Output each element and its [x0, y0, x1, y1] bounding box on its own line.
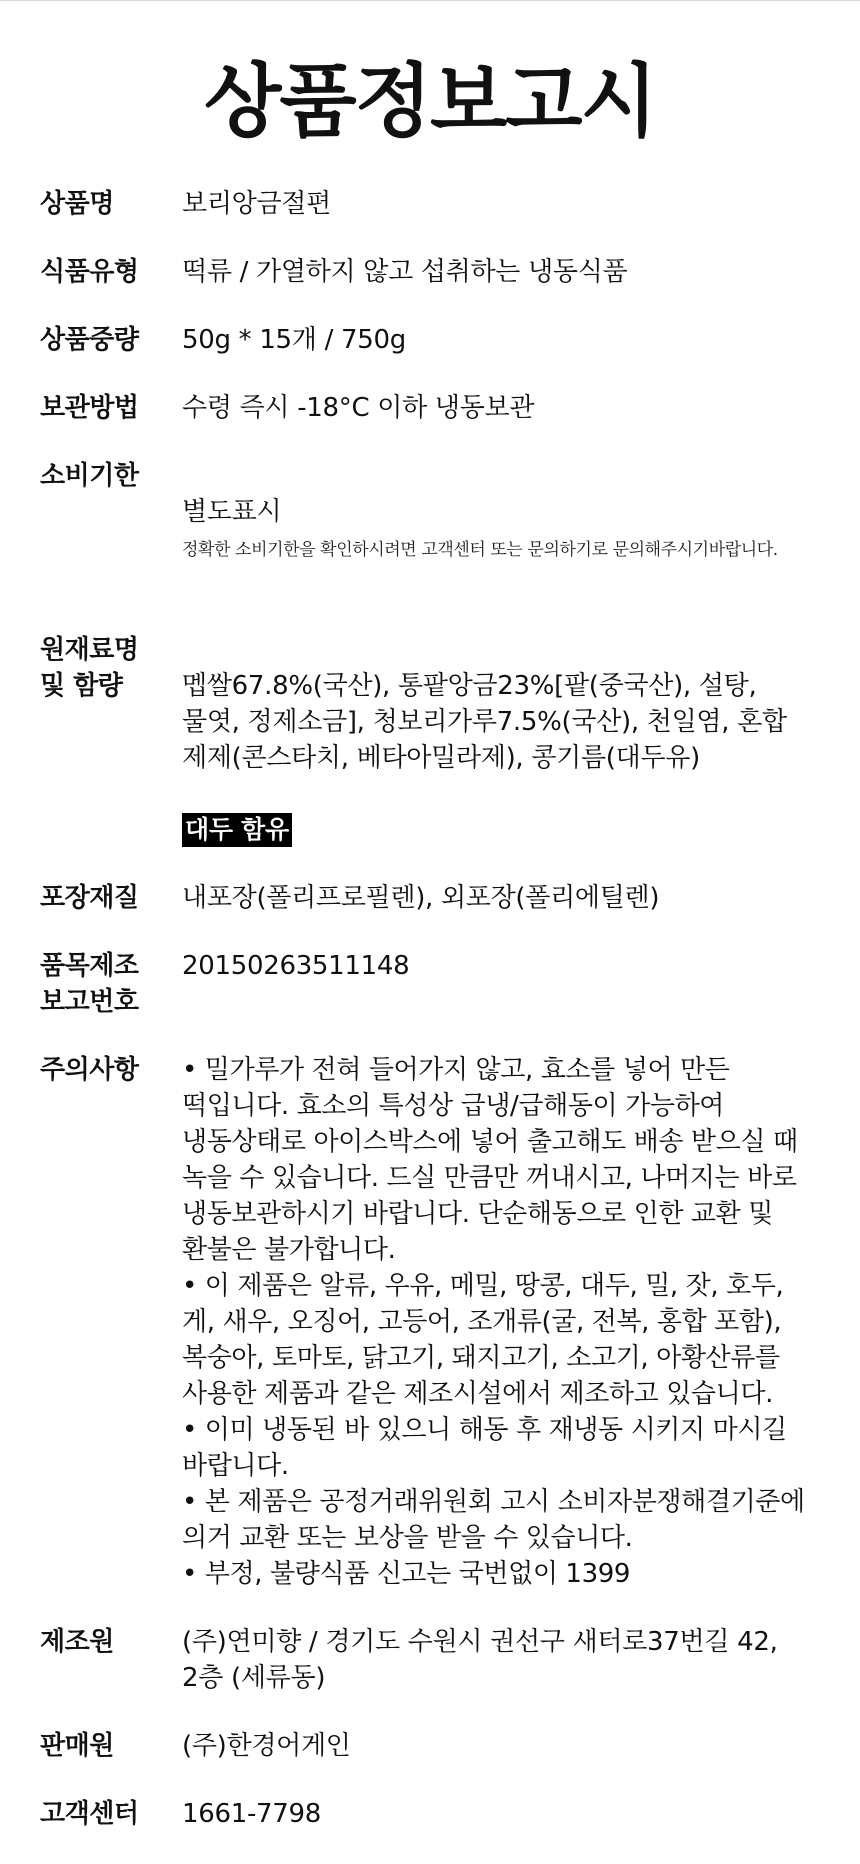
row-label: 소비기한	[40, 461, 139, 491]
row-ingredients	[40, 632, 840, 848]
row-value-container	[182, 458, 840, 600]
row-manufacturer	[40, 1624, 840, 1696]
allergen-badge: 대두 함유	[182, 813, 292, 847]
row-label: 고객센터	[40, 1799, 139, 1829]
row-label: 주의사항	[40, 1055, 139, 1085]
product-info-table	[40, 186, 840, 1864]
row-report-number	[40, 948, 840, 1020]
row-storage	[40, 390, 840, 426]
row-label: 원재료명 및 함량	[40, 635, 139, 701]
top-divider	[0, 0, 860, 1]
row-label: 식품유형	[40, 257, 139, 287]
row-label: 상품명	[40, 189, 114, 219]
row-weight	[40, 322, 840, 358]
row-label: 보관방법	[40, 393, 139, 423]
row-value: 50g * 15개 / 750g	[182, 325, 406, 355]
row-caution	[40, 1052, 840, 1592]
row-label: 제조원	[40, 1627, 114, 1657]
row-value: • 밀가루가 전혀 들어가지 않고, 효소를 넣어 만든 떡입니다. 효소의 특성상 급냉/급해동이 가능하여 냉동상태로 아이스박스에 넣어 출고해도 배송 받으실 때 녹을 수 있습니다. 드실 만큼만 꺼내시고, 나머지는 바로 냉동보관하시기 바랍니다. 단순해동으로 인한 교환 및 환불은 불가합니다. • 이 제품은 알류, 우유, 메밀, 땅콩, 대두, 밀, 잣, 호두, 게, 새우, 오징어, 고등어, 조개류(굴, 전복, 홍합 포함), 복숭아, 토마토, 닭고기, 돼지고기, 소고기, 아황산류를 사용한 제품과 같은 제조시설에서 제조하고 있습니다. • 이미 냉동된 바 있으니 해동 후 재냉동 시키지 마시길 바랍니다. • 본 제품은 공정거래위원회 고시 소비자분쟁해결기준에 의거 교환 또는 보상을 받을 수 있습니다. • 부정, 불량식품 신고는 국번없이 1399	[182, 1055, 805, 1589]
row-value: (주)한경어게인	[182, 1731, 351, 1761]
row-value: 별도표시	[182, 497, 282, 527]
row-product-name	[40, 186, 840, 222]
row-value: (주)연미향 / 경기도 수원시 권선구 새터로37번길 42, 2층 (세류동)	[182, 1627, 778, 1693]
row-value: 20150263511148	[182, 951, 410, 981]
row-label: 품목제조 보고번호	[40, 951, 139, 1017]
page-title: 상품정보고시	[204, 55, 656, 148]
expiry-note: 정확한 소비기한을 확인하시려면 고객센터 또는 문의하기로 문의해주시기바랍니다.	[182, 540, 778, 560]
row-value-container	[182, 632, 840, 848]
row-value: 수령 즉시 -18°C 이하 냉동보관	[182, 393, 535, 423]
row-customer-center	[40, 1796, 840, 1832]
row-food-type	[40, 254, 840, 290]
row-value: 떡류 / 가열하지 않고 섭취하는 냉동식품	[182, 257, 628, 287]
row-value: 내포장(폴리프로필렌), 외포장(폴리에틸렌)	[182, 883, 660, 913]
row-packaging	[40, 880, 840, 916]
row-label: 포장재질	[40, 883, 139, 913]
row-value: 보리앙금절편	[182, 189, 331, 219]
row-expiry	[40, 458, 840, 600]
row-seller	[40, 1728, 840, 1764]
row-label: 판매원	[40, 1731, 114, 1761]
row-value: 멥쌀67.8%(국산), 통팥앙금23%[팥(중국산), 설탕, 물엿, 정제소금], 청보리가루7.5%(국산), 천일염, 혼합 제제(콘스타치, 베타아밀라제), 콩기름(대두유)	[182, 671, 787, 773]
row-value: 1661-7798	[182, 1799, 322, 1829]
row-label: 상품중량	[40, 325, 139, 355]
